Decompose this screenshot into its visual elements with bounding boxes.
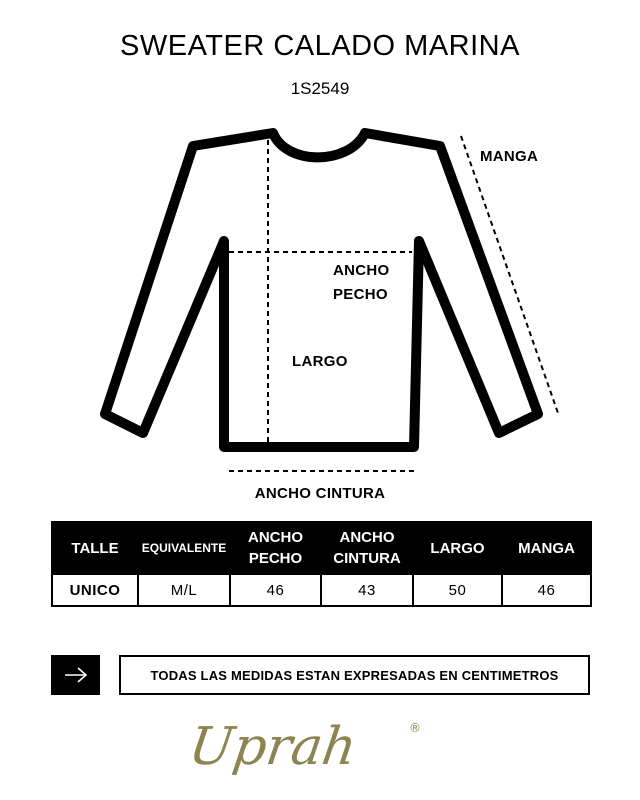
size-table (51, 521, 592, 607)
sweater-outline (105, 133, 538, 447)
header-manga (502, 522, 591, 574)
ancho-cintura-label: ANCHO CINTURA (254, 485, 386, 502)
measurement-note (119, 655, 590, 695)
uprah-logo (185, 708, 435, 788)
ancho-pecho-label-line2: PECHO (333, 286, 388, 303)
cell-equivalente: M/L (138, 574, 230, 606)
arrow-badge (51, 655, 100, 695)
manga-label: MANGA (480, 148, 539, 165)
header-talle-text: TALLE (71, 539, 119, 557)
ancho-pecho-label (333, 259, 390, 307)
header-ancho-pecho-line2: PECHO (248, 550, 303, 567)
arrow-right-icon (63, 666, 89, 684)
header-ancho-cintura-line1: ANCHO (339, 529, 395, 546)
cell-manga: 46 (502, 574, 591, 606)
size-table-header-row (52, 522, 591, 574)
product-title: SWEATER CALADO MARINA (120, 30, 520, 62)
header-talle (52, 522, 138, 574)
product-code: 1S2549 (290, 79, 350, 98)
logo-text: Uprah (185, 717, 361, 777)
header-ancho-pecho (230, 522, 321, 574)
cell-talle: UNICO (52, 574, 138, 606)
cell-ancho-pecho: 46 (230, 574, 321, 606)
header-largo-text: LARGO (430, 539, 485, 557)
header-manga-text: MANGA (518, 539, 575, 557)
cell-ancho-cintura: 43 (321, 574, 413, 606)
ancho-pecho-label-line1: ANCHO (333, 262, 390, 279)
header-ancho-cintura-line2: CINTURA (333, 550, 401, 567)
measurement-note-text: TODAS LAS MEDIDAS ESTAN EXPRESADAS EN CENTIMETROS (150, 667, 559, 683)
header-equivalente-text: EQUIVALENTE (141, 540, 227, 555)
header-largo (413, 522, 502, 574)
header-equivalente (138, 522, 230, 574)
header-ancho-cintura (321, 522, 413, 574)
registered-mark: ® (409, 721, 421, 735)
largo-label: LARGO (292, 353, 348, 370)
cell-largo: 50 (413, 574, 502, 606)
header-ancho-pecho-line1: ANCHO (248, 529, 303, 546)
table-row (52, 574, 591, 606)
